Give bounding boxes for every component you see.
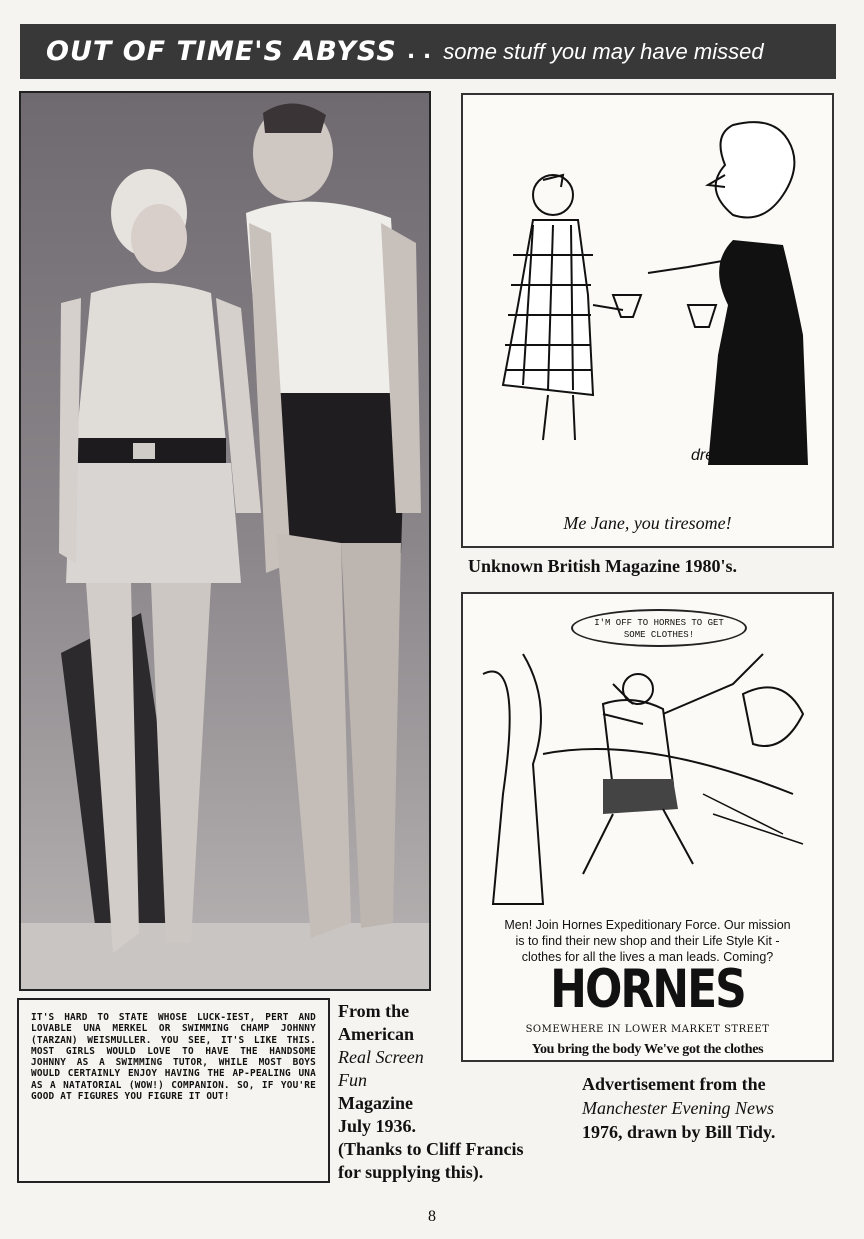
ad-credit (582, 1072, 832, 1144)
ad-copy (469, 917, 826, 965)
cartoon-source-label: Unknown British Magazine 1980's. (468, 556, 738, 576)
source-line: From the (338, 1001, 410, 1021)
ad-credit-line: Manchester Evening News (582, 1098, 774, 1118)
hornes-logo: HORNES (550, 958, 745, 1021)
source-magazine-title: Fun (338, 1070, 367, 1090)
photo-caption-box: IT'S HARD TO STATE WHOSE LUCK-IEST, PERT AND LOVABLE UNA MERKEL OR SWIMMING CHAMP JOHNNY (TARZAN) WEISMULLER. YOU SEE, IT'S LIKE THIS. MOST GIRLS WOULD LOVE TO HAVE THE HANDSOME JOHNNY AS A SWIMMING TUTOR, WHILE MOST BOYS WOULD CERTAINLY ENJOY HAVING THE AP-PEALING UNA AS A NATATORIAL (WOW!) COMPANION. SO, IF YOU'RE GOOD AT FIGURES YOU FIGURE IT OUT! (17, 998, 330, 1183)
source-line: July 1936. (338, 1116, 417, 1136)
cartoon-illustration (463, 95, 832, 505)
swimmers-photo-illustration (21, 93, 429, 989)
dredge-cartoon (461, 93, 834, 548)
ad-copy-line: clothes for all the lives a man leads. Coming? (521, 950, 774, 964)
source-line: American (338, 1024, 414, 1044)
banner-subtitle: some stuff you may have missed (443, 38, 764, 64)
source-line: Magazine (338, 1093, 413, 1113)
cartoon-caption: Me Jane, you tiresome! (563, 513, 732, 533)
source-line: (Thanks to Cliff Francis (338, 1139, 524, 1159)
ad-slogan: You bring the body We've got the clothes (531, 1042, 764, 1057)
ad-location: SOMEWHERE IN LOWER MARKET STREET (525, 1024, 770, 1035)
banner-title: OUT OF TIME'S ABYSS (46, 36, 397, 67)
speech-bubble: I'M OFF TO HORNES TO GET SOME CLOTHES! (571, 609, 747, 647)
source-line: for supplying this). (338, 1162, 484, 1182)
photo-source (338, 1000, 568, 1184)
source-magazine-title: Real Screen (338, 1047, 424, 1067)
ad-copy-line: Men! Join Hornes Expeditionary Force. Our mission (504, 918, 791, 932)
cartoon-signature: dredge (691, 447, 741, 464)
page-number: 8 (428, 1208, 436, 1225)
ad-credit-line: 1976, drawn by Bill Tidy. (582, 1122, 776, 1142)
page-banner (20, 24, 836, 79)
ad-copy-line: is to find their new shop and their Life Style Kit - (515, 934, 780, 948)
banner-dots: . . (406, 39, 432, 64)
hornes-advertisement (461, 592, 834, 1062)
ad-credit-line: Advertisement from the (582, 1074, 766, 1094)
swimmers-photo (19, 91, 431, 991)
